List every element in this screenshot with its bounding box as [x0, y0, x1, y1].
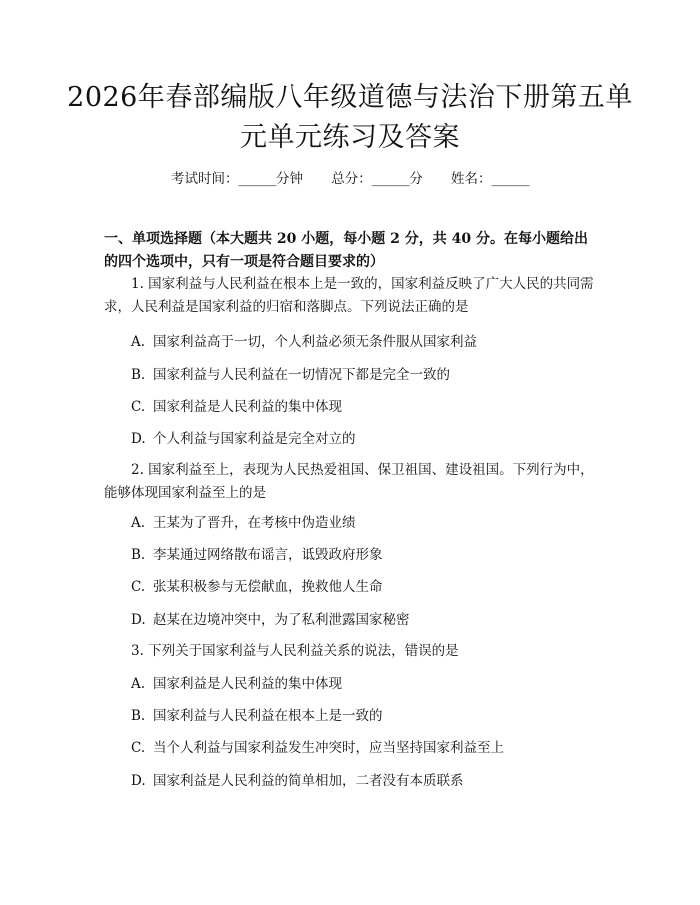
exam-score-label: 总分： — [331, 171, 372, 187]
option-letter: B. — [131, 547, 146, 563]
exam-score-blank: ______ — [371, 171, 410, 187]
exam-info-line — [0, 170, 700, 188]
option-letter: D. — [131, 773, 146, 789]
question-1-option-a — [131, 333, 601, 351]
question-1-option-b — [131, 366, 601, 384]
option-text: 赵某在边境冲突中，为了私利泄露国家秘密 — [153, 612, 410, 628]
option-letter: C. — [131, 740, 146, 756]
option-letter: C. — [131, 399, 146, 415]
question-2-option-c — [131, 578, 601, 596]
question-1-option-c — [131, 398, 601, 416]
exam-score — [331, 170, 423, 188]
question-1-stem: 1. 国家利益与人民利益在根本上是一致的，国家利益反映了广大人民的共同需求，人民利益是国家利益的归宿和落脚点。下列说法正确的是 — [104, 276, 594, 315]
option-letter: A. — [131, 515, 146, 531]
option-text: 个人利益与国家利益是完全对立的 — [153, 431, 356, 447]
option-letter: B. — [131, 708, 146, 724]
question-3-stem: 3. 下列关于国家利益与人民利益关系的说法，错误的是 — [131, 643, 459, 659]
exam-time-blank: ______ — [238, 171, 276, 187]
option-letter: D. — [131, 431, 146, 447]
option-letter: B. — [131, 367, 146, 383]
question-2-option-d — [131, 611, 601, 629]
question-2-option-a — [131, 514, 601, 532]
question-3-option-b — [131, 707, 601, 725]
exam-time-label: 考试时间： — [170, 171, 239, 187]
option-text: 国家利益是人民利益的集中体现 — [153, 399, 342, 415]
option-text: 国家利益是人民利益的简单相加，二者没有本质联系 — [153, 773, 464, 789]
option-text: 李某通过网络散布谣言，诋毁政府形象 — [153, 547, 383, 563]
option-letter: C. — [131, 579, 146, 595]
question-3-option-c — [131, 739, 601, 757]
option-text: 王某为了晋升，在考核中伪造业绩 — [153, 515, 356, 531]
option-text: 国家利益高于一切，个人利益必须无条件服从国家利益 — [153, 334, 477, 350]
option-letter: A. — [131, 676, 146, 692]
question-2-option-b — [131, 546, 601, 564]
exam-name-label: 姓名： — [451, 171, 492, 187]
option-text: 国家利益与人民利益在一切情况下都是完全一致的 — [153, 367, 450, 383]
question-2-stem: 2. 国家利益至上，表现为人民热爱祖国、保卫祖国、建设祖国。下列行为中，能够体现国家利益至上的是 — [104, 462, 594, 501]
option-text: 国家利益与人民利益在根本上是一致的 — [153, 708, 383, 724]
question-3-option-a — [131, 675, 601, 693]
exam-time-unit: 分钟 — [275, 171, 303, 187]
question-1-option-d — [131, 430, 601, 448]
option-text: 国家利益是人民利益的集中体现 — [153, 676, 342, 692]
option-letter: D. — [131, 612, 146, 628]
exam-score-unit: 分 — [409, 171, 423, 187]
option-text: 当个人利益与国家利益发生冲突时，应当坚持国家利益至上 — [153, 740, 504, 756]
exam-name-blank: ______ — [491, 171, 530, 187]
section-heading: 一、单项选择题（本大题共 20 小题，每小题 2 分，共 40 分。在每小题给出的四个选项中，只有一项是符合题目要求的） — [104, 231, 588, 270]
option-text: 张某积极参与无偿献血，挽救他人生命 — [153, 579, 383, 595]
exam-time — [171, 170, 303, 188]
document-title: 2026年春部编版八年级道德与法治下册第五单元单元练习及答案 — [67, 82, 633, 153]
question-3-option-d — [131, 772, 601, 790]
exam-name — [451, 170, 529, 188]
option-letter: A. — [131, 334, 146, 350]
